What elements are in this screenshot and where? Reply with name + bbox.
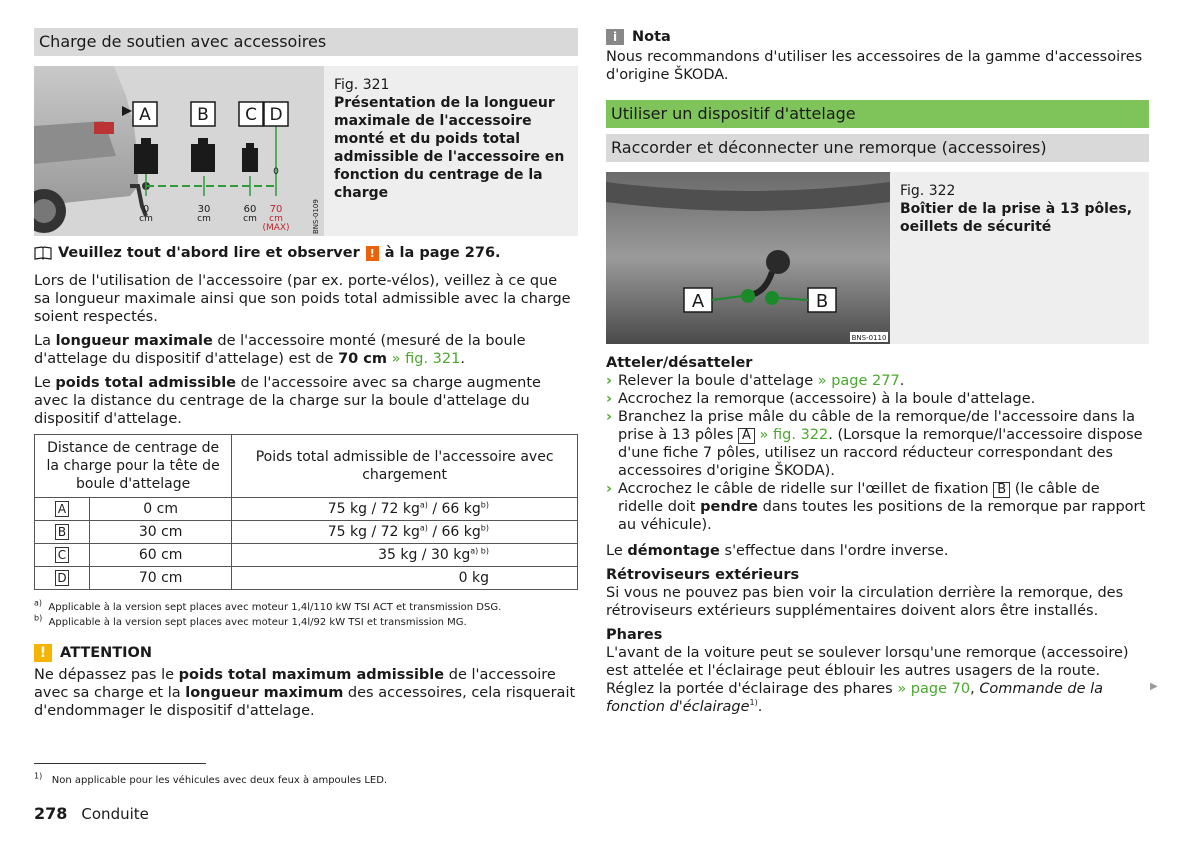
attention-title: ATTENTION <box>60 645 152 661</box>
table-row: A 0 cm 75 kg / 72 $kg^{a)} / 66$ $kg^{b)}$ <box>35 498 578 521</box>
read-first-page-link[interactable]: à la page 276. <box>384 245 501 261</box>
continue-arrow-icon: ▶ <box>1150 681 1158 692</box>
retro-heading: Rétroviseurs extérieurs <box>606 567 800 583</box>
load-table <box>34 434 578 590</box>
note-text: Nous recommandons d'utiliser les accessoires de la gamme d'accessoires d'origine ŠKODA. <box>606 49 1143 83</box>
tow-ball-shape <box>766 250 790 274</box>
section-title-remorque: Raccorder et déconnecter une remorque (accessoires) <box>606 134 1149 162</box>
atteler-heading: Atteler/désatteler <box>606 355 753 371</box>
socket-label-b: B <box>815 291 829 312</box>
phares-heading: Phares <box>606 627 663 643</box>
accessory-load-diagram <box>34 66 324 236</box>
right-column <box>606 28 1149 722</box>
link-fig-321[interactable]: » fig. 321 <box>391 351 461 367</box>
table-row: B 30 cm 75 kg / 72 $kg^{a)} / 66$ $kg^{b)}$ <box>35 521 578 544</box>
attention-header <box>34 644 578 662</box>
warning-icon: ! <box>366 246 379 261</box>
read-first-line: Veuillez tout d'abord lire et observer ! à la page 276. <box>34 244 578 262</box>
figure-322-number: Fig. 322 <box>900 183 956 199</box>
svg-text:60: 60 <box>243 204 257 215</box>
paragraph-max-length: La longueur maximale de l'accessoire monté (mesuré de la boule d'attelage du dispositif d'attelage) est de 70 cm » fig. 321. <box>34 333 526 367</box>
svg-text:cm: cm <box>243 214 257 224</box>
table-header-weight: Poids total admissible de l'accessoire avec chargement <box>232 435 578 498</box>
page-number: 278 <box>34 804 68 823</box>
link-fig-322[interactable]: » fig. 322 <box>759 427 829 443</box>
paragraph-phares: L'avant de la voiture peut se soulever lorsqu'une remorque (accessoire) est attelée et l'éclairage peut éblouir les autres usagers de la route. Réglez la portée d'éclairage des phares » page 70, Commande de la fonction d'éclairage$^{1)}$. <box>606 645 1129 715</box>
svg-text:0: 0 <box>142 204 150 215</box>
label-zero: 0 <box>273 167 279 177</box>
socket-diagram <box>606 172 890 344</box>
list-item: › Accrochez la remorque (accessoire) à la boule d'attelage. <box>606 391 1036 407</box>
figure-321-image <box>34 66 324 236</box>
inline-label-b: B <box>993 482 1010 498</box>
footnote-divider <box>34 763 206 764</box>
chapter-name: Conduite <box>81 805 149 823</box>
svg-text:cm: cm <box>197 214 211 224</box>
socket-label-a: A <box>691 291 705 312</box>
info-icon: i <box>606 29 624 45</box>
tail-light-shape <box>94 122 114 134</box>
page-footer <box>34 805 149 823</box>
svg-text:cm: cm <box>139 214 153 224</box>
paragraph-usage: Lors de l'utilisation de l'accessoire (par ex. porte-vélos), veillez à ce que sa longueur maximale ainsi que son poids total admissible avec la charge soient respectés. <box>34 273 571 325</box>
section-title-attelage: Utiliser un dispositif d'attelage <box>606 100 1149 128</box>
paragraph-weight: Le poids total admissible de l'accessoire avec sa charge augmente avec la distance du centrage de la charge sur la boule d'attelage du dispositif d'attelage. <box>34 375 541 427</box>
svg-text:30: 30 <box>197 204 211 215</box>
attention-text: Ne dépassez pas le poids total maximum admissible de l'accessoire avec sa charge et la longueur maximum des accessoires, cela risquerait d'endommager le dispositif d'attelage. <box>34 667 576 719</box>
figure-321-title: Présentation de la longueur maximale de l'accessoire monté et du poids total admissible de l'accessoire en fonction du centrage de la charge <box>334 95 565 201</box>
table-row: C 60 cm 35 kg / 30 $kg^{a) b)}$ <box>35 544 578 567</box>
paragraph-demontage: Le démontage s'effectue dans l'ordre inverse. <box>606 543 949 559</box>
figure-321 <box>34 66 578 236</box>
figure-322-title: Boîtier de la prise à 13 pôles, oeillets de sécurité <box>900 201 1133 235</box>
attention-icon: ! <box>34 644 52 662</box>
figure-321-caption <box>324 66 578 236</box>
figure-322-caption <box>890 172 1149 344</box>
note-title: Nota <box>632 29 671 45</box>
paragraph-retro: Si vous ne pouvez pas bien voir la circulation derrière la remorque, des rétroviseurs extérieurs supplémentaires doivent alors être installés. <box>606 585 1124 619</box>
row-label-box: A <box>55 501 69 517</box>
label-a: A <box>139 105 151 125</box>
list-item: › Branchez la prise mâle du câble de la remorque/de l'accessoire dans la prise à 13 pôles A » fig. 322. (Lorsque la remorque/l'accessoire dispose d'une fiche 7 pôles, utilisez un raccord réducteur correspondant des accessoires d'origine ŠKODA). <box>606 409 1143 479</box>
book-icon <box>34 246 52 260</box>
table-header-distance: Distance de centrage de la charge pour la tête de boule d'attelage <box>35 435 232 498</box>
inline-label-a: A <box>738 428 755 444</box>
figure-code: BNS-0110 <box>851 334 887 342</box>
left-column <box>34 28 578 726</box>
label-b: B <box>197 105 209 125</box>
svg-text:cm: cm <box>269 214 283 224</box>
svg-text:70: 70 <box>269 204 283 215</box>
list-item: › Relever la boule d'attelage » page 277. <box>606 373 905 389</box>
link-page-277[interactable]: » page 277 <box>817 373 900 389</box>
figure-code: BNS-0109 <box>312 199 320 234</box>
figure-321-number: Fig. 321 <box>334 77 390 93</box>
row-label-box: D <box>55 570 69 586</box>
figure-322 <box>606 172 1149 344</box>
note-header <box>606 28 1149 46</box>
table-row: D 70 cm 0 kg <box>35 567 578 590</box>
row-label-box: B <box>55 524 69 540</box>
footnote-led: $^{1)}$ Non applicable pour les véhicules avec deux feux à ampoules LED. <box>34 771 388 786</box>
label-c: C <box>245 105 257 125</box>
label-d: D <box>269 105 283 125</box>
footnote-a: $^{a)}$ Applicable à la version sept places avec moteur 1,4l/110 kW TSI ACT et transmission DSG. <box>34 598 502 613</box>
footnote-b: $^{b)}$ Applicable à la version sept places avec moteur 1,4l/92 kW TSI et transmission MG. <box>34 613 467 628</box>
svg-text:(MAX): (MAX) <box>262 223 290 233</box>
figure-322-image <box>606 172 890 344</box>
list-item: › Accrochez le câble de ridelle sur l'œillet de fixation B (le câble de ridelle doit pendre dans toutes les positions de la remorque par rapport au véhicule). <box>606 481 1146 533</box>
section-title-charge: Charge de soutien avec accessoires <box>34 28 578 56</box>
link-page-70[interactable]: » page 70 <box>897 681 971 697</box>
row-label-box: C <box>55 547 69 563</box>
